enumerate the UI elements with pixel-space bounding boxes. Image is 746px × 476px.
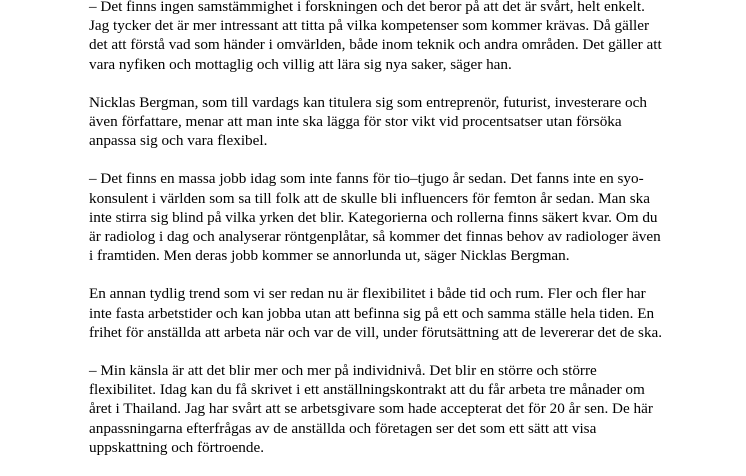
paragraph bbox=[89, 0, 674, 74]
text-line: året i Thailand. Jag har svårt att se arbetsgivare som hade accepterat det för 20 år sen. De här bbox=[89, 400, 653, 418]
text-line: anpassa sig och vara flexibel. bbox=[89, 132, 268, 150]
text-line: i framtiden. Men deras jobb kommer se annorlunda ut, säger Nicklas Bergman. bbox=[89, 247, 570, 265]
paragraph bbox=[89, 284, 674, 342]
paragraph bbox=[89, 93, 674, 151]
text-line: – Det finns ingen samstämmighet i forskningen och det beror på att det är svårt, helt enkelt. bbox=[89, 0, 645, 15]
paragraph bbox=[89, 361, 674, 457]
text-line: anpassningarna efterfrågas av de anställda och företagen ser det som ett sätt att visa bbox=[89, 419, 597, 437]
text-line: Jag tycker det är mer intressant att titta på vilka kompetenser som kommer krävas. Då gäller bbox=[89, 17, 650, 35]
document-body bbox=[89, 0, 674, 476]
text-line: – Det finns en massa jobb idag som inte fanns för tio–tjugo år sedan. Det fanns inte en syo- bbox=[89, 170, 644, 188]
paragraph bbox=[89, 169, 674, 265]
text-line: frihet för anställda att arbeta när och var de vill, under förutsättning att de levererar det de ska. bbox=[89, 323, 663, 341]
text-line: Nicklas Bergman, som till vardags kan titulera sig som entreprenör, futurist, investerare och bbox=[89, 93, 647, 111]
text-line: inte stirra sig blind på vilka yrken det blir. Kategorierna och rollerna finns säkert kvar. Om du bbox=[89, 208, 658, 226]
text-line: uppskattning och förtroende. bbox=[89, 438, 265, 456]
text-line: flexibilitet. Idag kan du få skrivet i ett anställningskontrakt att du får arbeta tre månader om bbox=[89, 381, 645, 399]
text-line: inte fasta arbetstider och kan jobba utan att befinna sig på ett och samma ställe hela tiden. En bbox=[89, 304, 655, 322]
text-line: En annan tydlig trend som vi ser redan nu är flexibilitet i både tid och rum. Fler och fler har bbox=[89, 285, 646, 303]
text-line: – Min känsla är att det blir mer och mer på individnivå. Det blir en större och större bbox=[89, 362, 597, 380]
text-line: vara nyfiken och mottaglig och villig att lära sig nya saker, säger han. bbox=[89, 55, 512, 73]
text-line: det att förstå vad som händer i omvärlden, både inom teknik och andra områden. Det gäller att bbox=[89, 36, 662, 54]
text-line: är radiolog i dag och analyserar röntgenplåtar, så kommer det finnas behov av radiologer även bbox=[89, 228, 661, 246]
text-line: även författare, menar att man inte ska lägga för stor vikt vid procentsatser utan försöka bbox=[89, 113, 622, 131]
text-line: konsulent i världen som sa till folk att de skulle bli influencers för femton år sedan. Man ska bbox=[89, 189, 650, 207]
